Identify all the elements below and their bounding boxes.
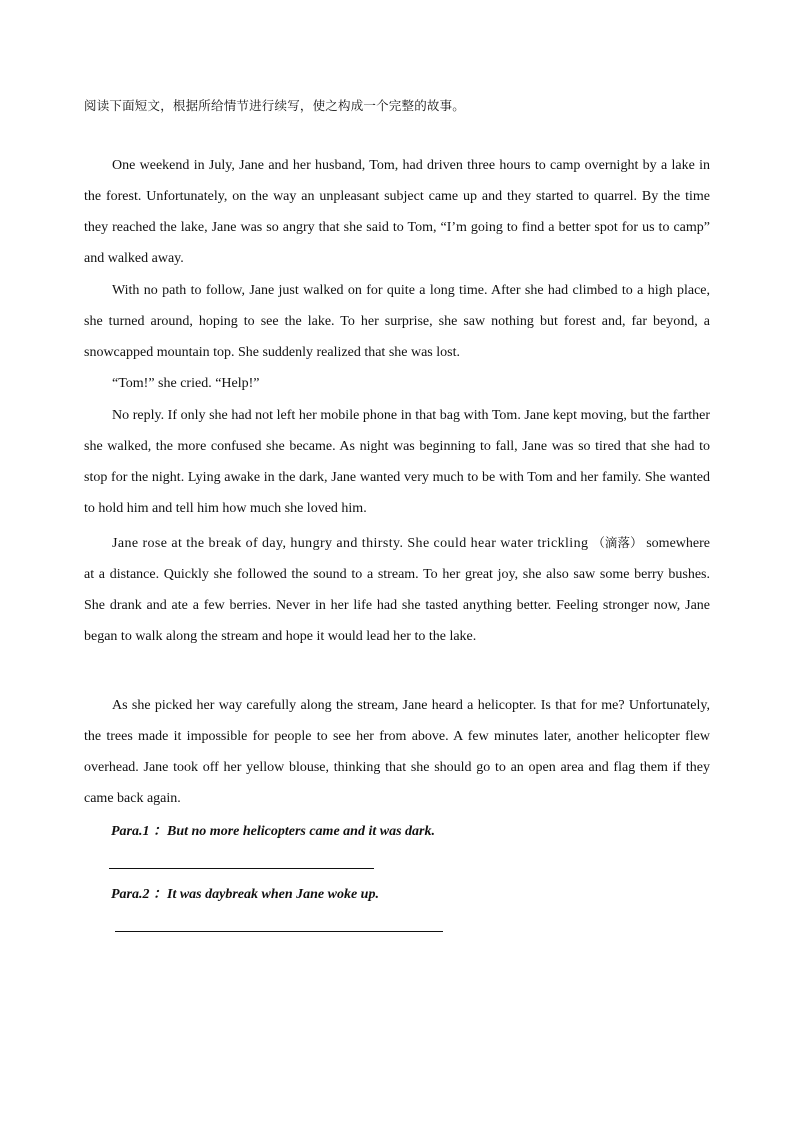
story-paragraph-5: [84, 527, 710, 652]
story-paragraph-2: With no path to follow, Jane just walked on for quite a long time. After she had climbed to a high place, she turned around, hoping to see the lake. To her surprise, she saw nothing but forest and, far beyond, a snowcapped mountain top. She suddenly realized that she was lost.: [84, 283, 710, 360]
continuation-prompt-2: Para.2 ：It was daybreak when Jane woke up.: [111, 887, 379, 902]
story-paragraph-4: No reply. If only she had not left her mobile phone in that bag with Tom. Jane kept moving, but the farther she walked, the more confused she became. As night was beginning to fall, Jane was so tired that she had to stop for the night. Lying awake in the dark, Jane wanted very much to be with Tom and her family. She wanted to hold him and tell him how much she loved him.: [84, 408, 710, 516]
story-paragraph-1: One weekend in July, Jane and her husband, Tom, had driven three hours to camp overnight by a lake in the forest. Unfortunately, on the way an unpleasant subject came up and they started to quarrel. By the time they reached the lake, Jane was so angry that she said to Tom, “I’m going to find a better spot for us to camp” and walked away.: [84, 158, 710, 266]
document-page: [84, 0, 710, 1123]
continuation-prompt-1: Para.1 ：But no more helicopters came and it was dark.: [111, 824, 435, 839]
answer-line-1[interactable]: [109, 868, 374, 869]
task-instruction: 阅读下面短文，根据所给情节进行续写，使之构成一个完整的故事。: [84, 98, 466, 113]
story-paragraph-5-text-b: somewhere at a distance. Quickly she followed the sound to a stream. To her great joy, she also saw some berry bushes. She drank and ate a few berries. Never in her life had she tasted anything better. Feeling stronger now, Jane began to walk along the stream and hope it would lead her to the lake.: [84, 536, 710, 644]
story-paragraph-5-text-a: Jane rose at the break of day, hungry and thirsty. She could hear water trickling: [112, 536, 593, 551]
story-paragraph-3: “Tom!” she cried. “Help!”: [112, 376, 260, 391]
gloss-trickling: （滴落）: [592, 535, 643, 550]
story-paragraph-6: As she picked her way carefully along the stream, Jane heard a helicopter. Is that for me? Unfortunately, the trees made it impossible for people to see her from above. A few minutes later, another helicopter flew overhead. Jane took off her yellow blouse, thinking that she should go to an open area and flag them if they came back again.: [84, 698, 710, 806]
answer-line-2[interactable]: [115, 931, 443, 932]
